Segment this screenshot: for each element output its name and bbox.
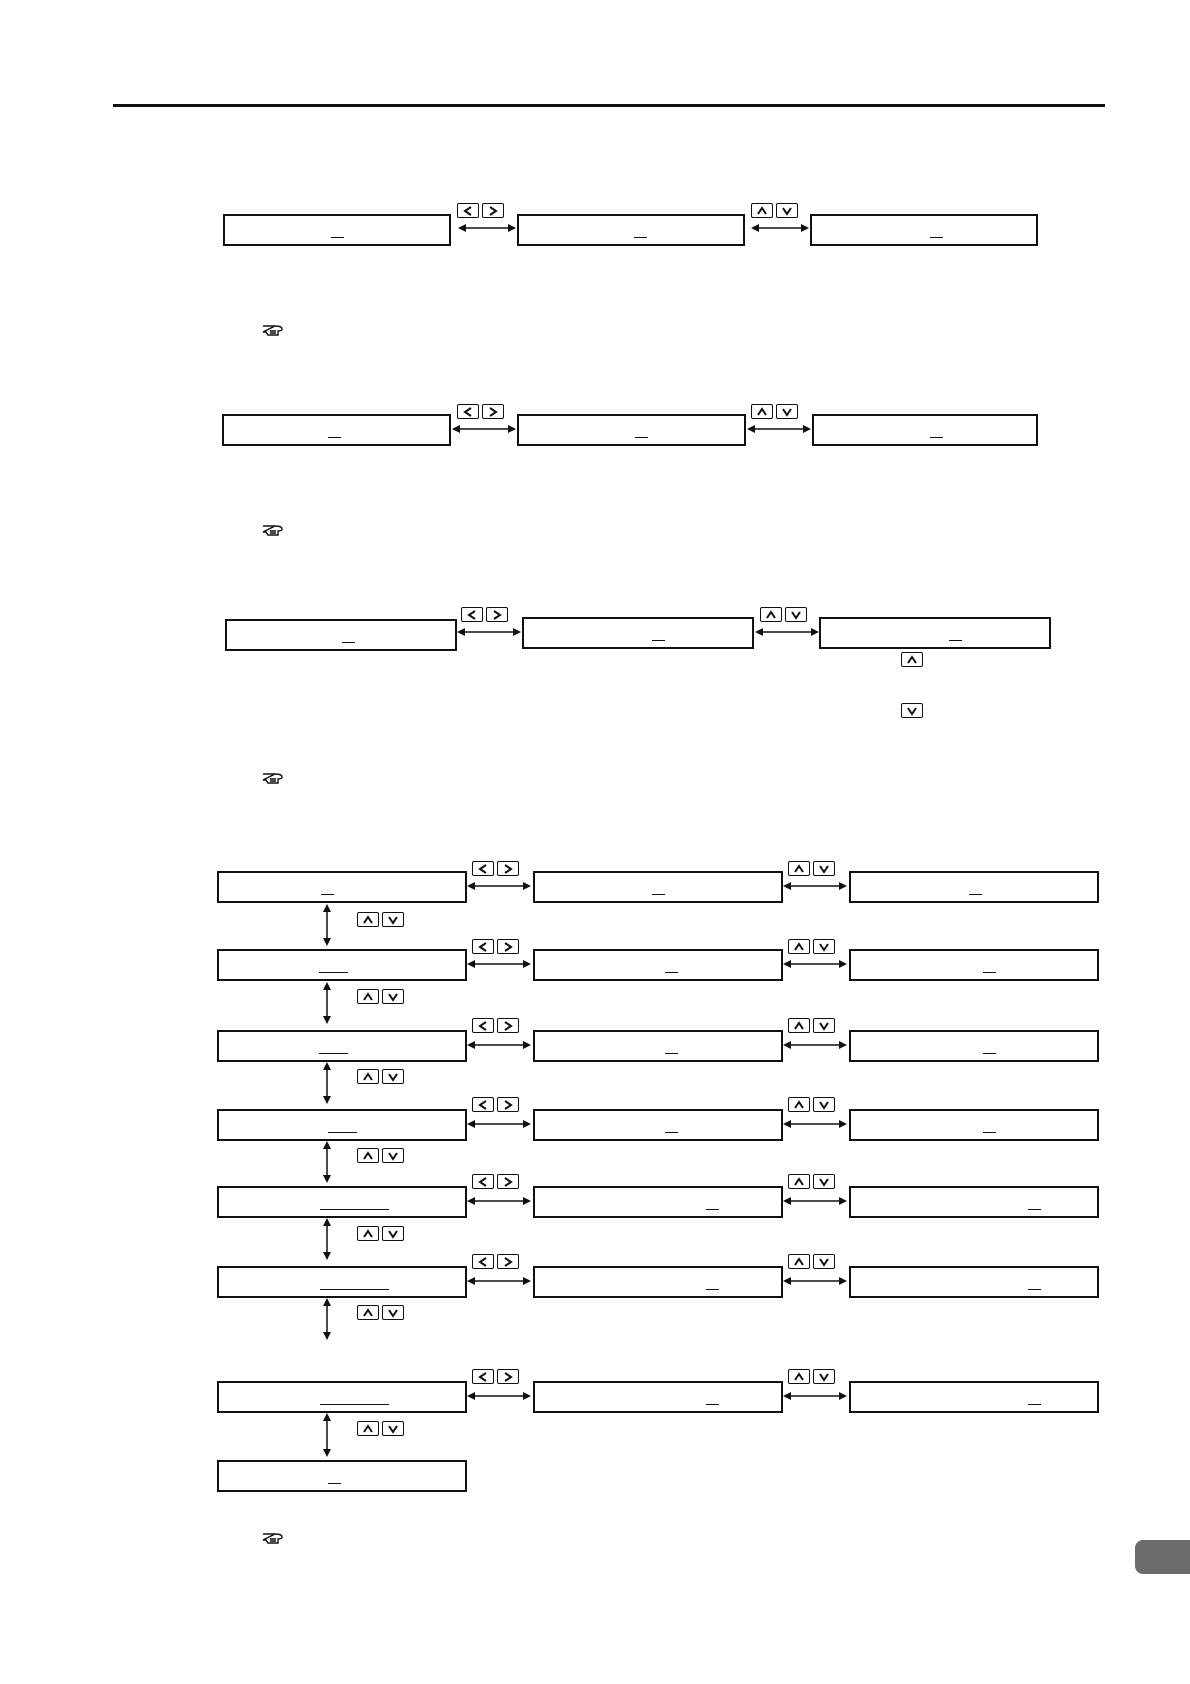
lcd-display [522, 617, 754, 649]
display-cursor [665, 1053, 678, 1054]
up-key-icon[interactable] [357, 1305, 379, 1320]
up-down-keys [788, 939, 835, 954]
lcd-display [223, 214, 451, 246]
down-key-icon[interactable] [813, 939, 835, 954]
up-down-keys [788, 1254, 835, 1269]
lcd-display [217, 949, 467, 981]
display-cursor [320, 1404, 389, 1405]
left-right-keys [457, 404, 504, 419]
up-key-icon[interactable] [751, 404, 773, 419]
right-key-icon[interactable] [497, 1254, 519, 1269]
bidirectional-arrow-icon [751, 222, 809, 234]
display-cursor [706, 1404, 719, 1405]
up-key-icon[interactable] [357, 1069, 379, 1084]
right-key-icon[interactable] [497, 861, 519, 876]
left-key-icon[interactable] [472, 1097, 494, 1112]
display-cursor [328, 1483, 341, 1484]
lcd-display [217, 1381, 467, 1413]
lcd-display [533, 1381, 783, 1413]
display-cursor [652, 640, 665, 641]
left-key-icon[interactable] [472, 1369, 494, 1384]
up-key-icon[interactable] [357, 1148, 379, 1163]
up-key-icon[interactable] [357, 989, 379, 1004]
lcd-display [217, 871, 467, 903]
up-key-icon[interactable] [357, 1226, 379, 1241]
lcd-display [217, 1266, 467, 1298]
left-key-icon[interactable] [472, 1174, 494, 1189]
right-key-icon[interactable] [497, 1018, 519, 1033]
up-down-keys [357, 1069, 404, 1084]
display-cursor [665, 1132, 678, 1133]
left-key-icon[interactable] [461, 607, 483, 622]
display-cursor [331, 237, 344, 238]
display-cursor [983, 1132, 996, 1133]
lcd-display [849, 1030, 1099, 1062]
up-down-keys [788, 1369, 835, 1384]
bidirectional-arrow-icon [467, 1118, 531, 1130]
right-key-icon[interactable] [482, 203, 504, 218]
display-cursor [635, 437, 648, 438]
bidirectional-arrow-icon [467, 1275, 531, 1287]
lcd-display [810, 214, 1038, 246]
bidirectional-arrow-icon [783, 1390, 847, 1402]
bidirectional-arrow-icon [783, 880, 847, 892]
right-key-icon[interactable] [497, 1174, 519, 1189]
pointing-hand-icon [262, 770, 284, 786]
display-cursor [983, 972, 996, 973]
bidirectional-arrow-icon [467, 1390, 531, 1402]
up-down-keys [357, 989, 404, 1004]
left-key-icon[interactable] [457, 203, 479, 218]
display-cursor [665, 972, 678, 973]
display-cursor [328, 1132, 357, 1133]
lcd-display [222, 414, 451, 446]
bidirectional-arrow-icon [467, 880, 531, 892]
up-down-keys [788, 1018, 835, 1033]
down-key-icon[interactable] [813, 1174, 835, 1189]
left-right-keys [472, 1254, 519, 1269]
left-right-keys [457, 203, 504, 218]
right-key-icon[interactable] [497, 1369, 519, 1384]
up-down-keys [788, 1097, 835, 1112]
left-right-keys [472, 1018, 519, 1033]
up-down-keys [760, 607, 807, 622]
bidirectional-arrow-icon [457, 626, 521, 638]
lcd-display [533, 1266, 783, 1298]
up-down-keys [788, 861, 835, 876]
lcd-display [217, 1460, 467, 1492]
down-key-icon[interactable] [382, 989, 404, 1004]
lcd-display [217, 1109, 467, 1141]
vertical-bidirectional-arrow-icon [321, 1062, 333, 1104]
lcd-display [849, 949, 1099, 981]
bidirectional-arrow-icon [467, 1195, 531, 1207]
display-cursor [949, 640, 962, 641]
up-down-keys [357, 1305, 404, 1320]
bidirectional-arrow-icon [747, 423, 811, 435]
left-right-keys [461, 607, 508, 622]
left-key-icon[interactable] [472, 939, 494, 954]
display-cursor [652, 894, 665, 895]
down-key-icon[interactable] [901, 703, 923, 718]
down-key-icon[interactable] [813, 1018, 835, 1033]
display-cursor [328, 437, 341, 438]
bidirectional-arrow-icon [458, 222, 516, 234]
up-down-keys [751, 404, 798, 419]
down-key-icon[interactable] [382, 1421, 404, 1436]
up-key-icon[interactable] [357, 1421, 379, 1436]
down-key-icon[interactable] [382, 1226, 404, 1241]
left-right-keys [472, 861, 519, 876]
down-key-icon[interactable] [382, 1148, 404, 1163]
bidirectional-arrow-icon [467, 1039, 531, 1051]
up-key-icon[interactable] [788, 1018, 810, 1033]
lcd-display [533, 1030, 783, 1062]
left-right-keys [472, 939, 519, 954]
up-key-icon[interactable] [901, 652, 923, 667]
up-down-keys [788, 1174, 835, 1189]
lcd-display [849, 1266, 1099, 1298]
bidirectional-arrow-icon [783, 1275, 847, 1287]
lcd-display [533, 871, 783, 903]
lcd-display [849, 1381, 1099, 1413]
down-key-icon[interactable] [776, 203, 798, 218]
up-down-keys [751, 203, 798, 218]
lcd-display [517, 414, 746, 446]
down-key-icon[interactable] [776, 404, 798, 419]
vertical-bidirectional-arrow-icon [321, 1141, 333, 1183]
lcd-display [533, 949, 783, 981]
down-key-icon[interactable] [813, 1369, 835, 1384]
lcd-display [225, 619, 457, 651]
down-key-icon[interactable] [813, 1097, 835, 1112]
display-cursor [983, 1053, 996, 1054]
up-key-icon[interactable] [788, 939, 810, 954]
display-cursor [1028, 1209, 1041, 1210]
display-cursor [634, 237, 647, 238]
lcd-display [819, 617, 1051, 649]
display-cursor [706, 1289, 719, 1290]
left-right-keys [472, 1097, 519, 1112]
vertical-bidirectional-arrow-icon [321, 1413, 333, 1457]
header-rule [113, 104, 1105, 107]
lcd-display [812, 414, 1038, 446]
display-cursor [319, 972, 348, 973]
up-down-keys [357, 912, 404, 927]
up-key-icon[interactable] [760, 607, 782, 622]
bidirectional-arrow-icon [755, 626, 819, 638]
down-key-icon[interactable] [382, 1305, 404, 1320]
bidirectional-arrow-icon [783, 1118, 847, 1130]
up-key-icon[interactable] [357, 912, 379, 927]
left-key-icon[interactable] [472, 1018, 494, 1033]
section-tab [1135, 1540, 1190, 1574]
display-cursor [930, 437, 943, 438]
vertical-bidirectional-arrow-icon [321, 1298, 333, 1340]
up-down-keys [357, 1421, 404, 1436]
display-cursor [320, 1209, 389, 1210]
display-cursor [320, 1289, 389, 1290]
left-key-icon[interactable] [472, 1254, 494, 1269]
pointing-hand-icon [262, 1530, 284, 1546]
bidirectional-arrow-icon [467, 958, 531, 970]
lcd-display [533, 1109, 783, 1141]
vertical-bidirectional-arrow-icon [321, 982, 333, 1024]
right-key-icon[interactable] [497, 1097, 519, 1112]
bidirectional-arrow-icon [783, 1039, 847, 1051]
pointing-hand-icon [262, 522, 284, 538]
lcd-display [849, 1109, 1099, 1141]
down-key-icon[interactable] [813, 861, 835, 876]
right-key-icon[interactable] [482, 404, 504, 419]
up-key-icon[interactable] [788, 861, 810, 876]
lcd-display [849, 871, 1099, 903]
left-right-keys [472, 1174, 519, 1189]
display-cursor [706, 1209, 719, 1210]
right-key-icon[interactable] [486, 607, 508, 622]
right-key-icon[interactable] [497, 939, 519, 954]
up-key-icon[interactable] [788, 1097, 810, 1112]
vertical-bidirectional-arrow-icon [321, 904, 333, 946]
display-cursor [930, 237, 943, 238]
up-key-icon[interactable] [788, 1369, 810, 1384]
display-cursor [1028, 1289, 1041, 1290]
left-right-keys [472, 1369, 519, 1384]
up-down-keys [357, 1226, 404, 1241]
left-key-icon[interactable] [472, 861, 494, 876]
down-key-icon[interactable] [382, 1069, 404, 1084]
display-cursor [342, 642, 355, 643]
display-cursor [969, 894, 982, 895]
lcd-display [849, 1186, 1099, 1218]
up-down-keys [357, 1148, 404, 1163]
display-cursor [319, 1053, 348, 1054]
down-key-icon[interactable] [785, 607, 807, 622]
bidirectional-arrow-icon [783, 1195, 847, 1207]
section-tab-label [1135, 1540, 1136, 1541]
vertical-bidirectional-arrow-icon [321, 1218, 333, 1260]
up-key-icon[interactable] [788, 1174, 810, 1189]
up-key-icon[interactable] [788, 1254, 810, 1269]
bidirectional-arrow-icon [452, 423, 516, 435]
display-cursor [321, 894, 334, 895]
up-key-icon[interactable] [751, 203, 773, 218]
lcd-display [533, 1186, 783, 1218]
down-key-icon[interactable] [813, 1254, 835, 1269]
bidirectional-arrow-icon [783, 958, 847, 970]
pointing-hand-icon [262, 322, 284, 338]
lcd-display [217, 1186, 467, 1218]
down-key-icon[interactable] [382, 912, 404, 927]
lcd-display [517, 214, 745, 246]
lcd-display [217, 1030, 467, 1062]
left-key-icon[interactable] [457, 404, 479, 419]
display-cursor [1028, 1404, 1041, 1405]
